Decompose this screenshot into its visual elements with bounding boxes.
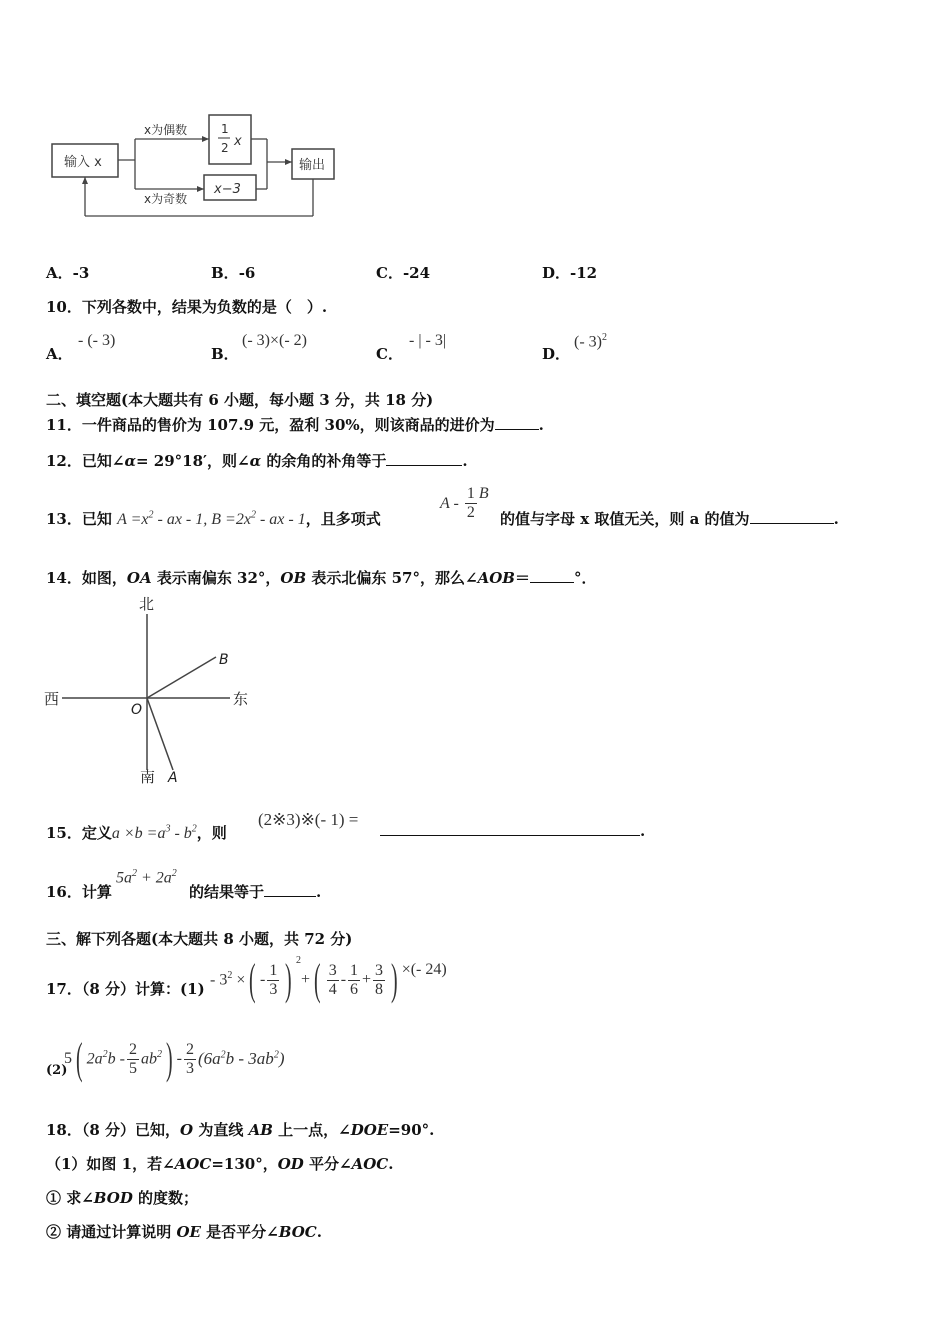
- flowchart-diagram: [40, 105, 350, 230]
- q10-option-a-expr: - (- 3): [78, 332, 116, 349]
- q15: 15．定义$a \times b =a^3 - b^2$，则: [46, 823, 227, 842]
- q13-poly: A - $\frac{1}{2}$ B: [440, 485, 489, 521]
- q12: 12．已知∠α= 29°18′，则∠α 的余角的补角等于 .: [46, 452, 468, 470]
- q15-answer: .: [380, 822, 645, 840]
- q16-expr: $5a^2 + 2a^2$: [116, 868, 177, 887]
- q10-option-d-letter[interactable]: D．: [542, 345, 571, 363]
- q10-option-d-expr: (- 3)$^2$: [574, 332, 607, 351]
- q17-expr-1: - $3^2$ × ( - $\frac{1}{3}$ ) $^2$ + ( $\frac{3}{4}$ - $\frac{1}{6}$ + $\frac{3}{8}$ ) ×(- 24): [210, 955, 447, 1004]
- input-label: 输入 x: [64, 155, 102, 170]
- q18-stem: 18．（8 分）已知，O 为直线 AB 上一点，∠DOE=90°.: [46, 1121, 435, 1139]
- answer-blank[interactable]: [530, 582, 574, 583]
- option-value: -6: [238, 264, 256, 282]
- option-letter: B．: [211, 264, 239, 282]
- compass-figure: [40, 592, 260, 788]
- q17-stem: 17．（8 分）计算：(1): [46, 980, 205, 998]
- q18-subq1: ① 求∠BOD 的度数；: [46, 1189, 199, 1207]
- q15-expr: (2※3)※(- 1) =: [258, 810, 359, 829]
- even-box-num: 1: [221, 122, 229, 136]
- odd-label: x为奇数: [144, 192, 188, 206]
- q9-option-b[interactable]: [211, 262, 255, 283]
- q11: 11．一件商品的售价为 107.9 元，盈利 30%，则该商品的进价为 .: [46, 416, 544, 434]
- ray-oa: [147, 698, 173, 770]
- section-2-heading: 二、填空题(本大题共有 6 小题，每小题 3 分，共 18 分): [46, 391, 434, 409]
- label-north: 北: [139, 595, 155, 613]
- even-box: [209, 115, 251, 164]
- option-letter: A．: [46, 264, 73, 282]
- q9-option-a[interactable]: [46, 262, 89, 283]
- q13: 13．已知 $A =x^2$ - ax - 1, $B =2x^2$ - ax - 1，且多项式: [46, 509, 381, 528]
- q9-option-d[interactable]: [542, 262, 597, 283]
- q10-option-c-letter[interactable]: C．: [376, 345, 403, 363]
- q10-option-b-letter[interactable]: B．: [211, 345, 239, 363]
- option-letter: C．: [376, 264, 403, 282]
- label-south: 南: [140, 768, 156, 786]
- q10-stem: 10．下列各数中，结果为负数的是（ ）.: [46, 298, 328, 316]
- option-value: -12: [570, 264, 598, 282]
- q13-expr: $A =x^2$ - ax - 1, $B =2x^2$ - ax - 1: [117, 509, 306, 528]
- section-3-heading: 三、解下列各题(本大题共 8 小题，共 72 分): [46, 930, 353, 948]
- answer-blank[interactable]: [750, 523, 834, 524]
- option-value: -3: [72, 264, 90, 282]
- even-label: x为偶数: [144, 123, 188, 137]
- odd-box-label: x−3: [214, 182, 241, 197]
- answer-blank[interactable]: [264, 896, 316, 897]
- answer-blank[interactable]: [380, 835, 640, 836]
- option-value: -24: [402, 264, 431, 282]
- answer-blank[interactable]: [495, 429, 539, 430]
- q10-option-b-expr: (- 3)×(- 2): [242, 332, 307, 349]
- even-box-var: x: [234, 134, 242, 149]
- even-box-den: 2: [221, 141, 229, 155]
- label-o: O: [131, 702, 143, 718]
- q13-post: 的值与字母 x 取值无关，则 a 的值为 .: [500, 510, 839, 528]
- q16-pre: 16．计算: [46, 883, 112, 901]
- q17-expr-2: 5 ( $2a^2b$ - $\frac{2}{5}$ $ab^2$ ) - $\frac{2}{3}$ $(6a^2b - 3ab^2)$: [64, 1034, 285, 1083]
- q14: 14．如图，OA 表示南偏东 32°，OB 表示北偏东 57°，那么∠AOB＝ °．: [46, 569, 597, 587]
- output-label: 输出: [299, 158, 326, 173]
- q18-subq2: ② 请通过计算说明 OE 是否平分∠BOC.: [46, 1223, 322, 1241]
- answer-blank[interactable]: [386, 465, 462, 466]
- label-west: 西: [44, 690, 60, 708]
- q10-option-c-expr: - | - 3|: [409, 332, 447, 349]
- q18-part1: （1）如图 1，若∠AOC=130°，OD 平分∠AOC.: [46, 1155, 394, 1173]
- q16-post: 的结果等于 .: [189, 883, 322, 901]
- q9-option-c[interactable]: [376, 262, 430, 283]
- label-b: B: [219, 652, 229, 668]
- label-a: A: [168, 770, 178, 786]
- ray-ob: [147, 657, 216, 698]
- q17-part2-label: (2): [46, 1063, 68, 1078]
- label-east: 东: [233, 690, 249, 708]
- option-letter: D．: [542, 264, 571, 282]
- q10-option-a-letter[interactable]: A．: [46, 345, 73, 363]
